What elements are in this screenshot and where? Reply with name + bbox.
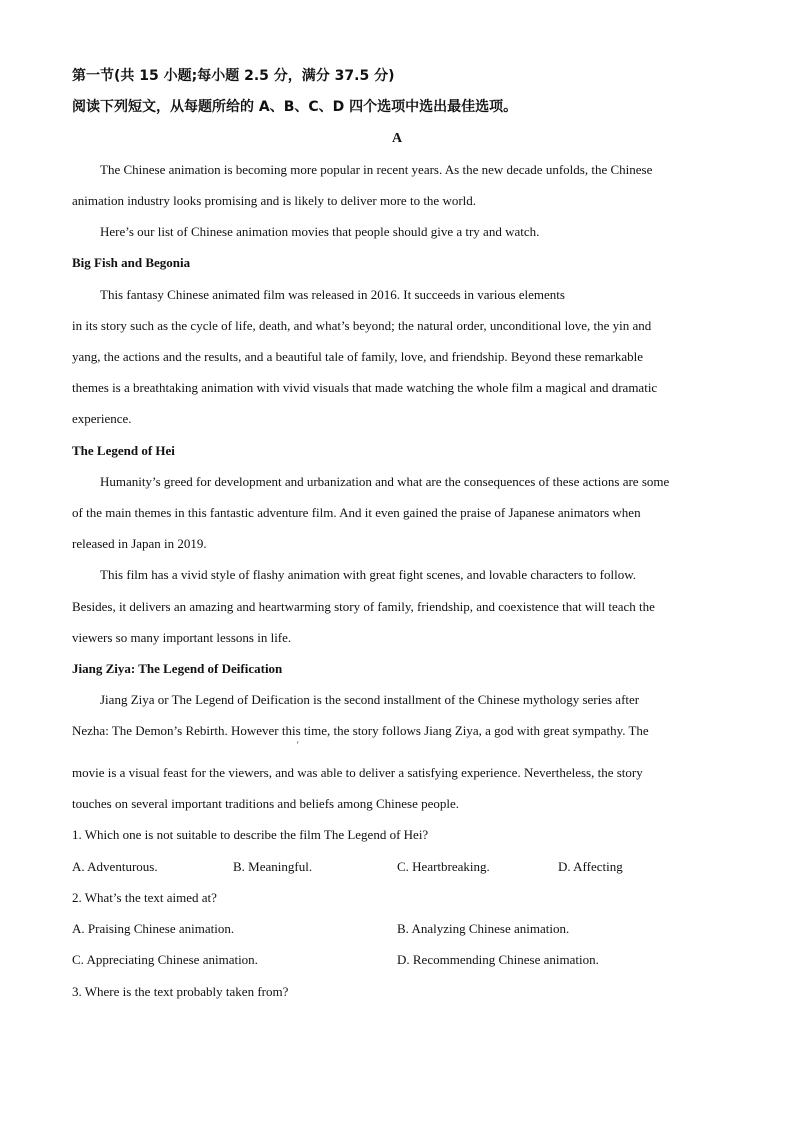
- film-title-legend-of-hei: The Legend of Hei: [72, 443, 175, 458]
- stray-comma-mark: ': [297, 740, 299, 750]
- question-3-stem: 3. Where is the text probably taken from?: [72, 984, 289, 999]
- intro-paragraph-1-line-2: animation industry looks promising and is likely to deliver more to the world.: [72, 193, 477, 208]
- film2-line-2: of the main themes in this fantastic adventure film. And it even gained the praise of Japanese animators when: [72, 505, 641, 520]
- film3-line-3: movie is a visual feast for the viewers, and was able to deliver a satisfying experience. Nevertheless, the story: [72, 765, 643, 780]
- intro-paragraph-1-line-1: The Chinese animation is becoming more popular in recent years. As the new decade unfolds, the Chinese: [100, 162, 653, 177]
- question-1-option-d: D. Affecting: [558, 859, 623, 874]
- film1-line-2: in its story such as the cycle of life, death, and what’s beyond; the natural order, unconditional love, the yin and: [72, 318, 652, 333]
- question-2-option-c: C. Appreciating Chinese animation.: [72, 952, 258, 967]
- question-1-option-a: A. Adventurous.: [72, 859, 158, 874]
- section-instruction: 阅读下列短文，从每题所给的 A、B、C、D 四个选项中选出最佳选项。: [72, 99, 518, 115]
- question-2-option-a: A. Praising Chinese animation.: [72, 921, 235, 936]
- film1-line-5: experience.: [72, 411, 132, 426]
- question-1-option-b: B. Meaningful.: [233, 859, 313, 874]
- film2-line-3: released in Japan in 2019.: [72, 536, 207, 551]
- question-2-stem: 2. What’s the text aimed at?: [72, 890, 217, 905]
- film3-line-2: Nezha: The Demon’s Rebirth. However this time, the story follows Jiang Ziya, a god with great sympathy. The: [72, 723, 649, 738]
- film3-line-4: touches on several important traditions and beliefs among Chinese people.: [72, 796, 460, 811]
- film1-line-4: themes is a breathtaking animation with vivid visuals that made watching the whole film a magical and dramatic: [72, 380, 658, 395]
- film3-line-1: Jiang Ziya or The Legend of Deification is the second installment of the Chinese mythology series after: [100, 692, 640, 707]
- passage-label: A: [391, 131, 403, 146]
- film1-line-1: This fantasy Chinese animated film was released in 2016. It succeeds in various elements: [100, 287, 565, 302]
- film2-line-1: Humanity’s greed for development and urbanization and what are the consequences of these actions are some: [100, 474, 670, 489]
- question-1-stem: 1. Which one is not suitable to describe the film The Legend of Hei?: [72, 827, 429, 842]
- film-title-jiang-ziya: Jiang Ziya: The Legend of Deification: [72, 661, 283, 676]
- film1-line-3: yang, the actions and the results, and a beautiful tale of family, love, and friendship. Beyond these remarkable: [72, 349, 643, 364]
- question-2-option-d: D. Recommending Chinese animation.: [397, 952, 599, 967]
- intro-paragraph-2: Here’s our list of Chinese animation movies that people should give a try and watch.: [100, 224, 540, 239]
- question-2-option-b: B. Analyzing Chinese animation.: [397, 921, 570, 936]
- film2-line-6: viewers so many important lessons in life.: [72, 630, 292, 645]
- film-title-big-fish: Big Fish and Begonia: [72, 255, 191, 270]
- question-1-option-c: C. Heartbreaking.: [397, 859, 490, 874]
- film2-line-5: Besides, it delivers an amazing and heartwarming story of family, friendship, and coexistence that will teach the: [72, 599, 655, 614]
- film2-line-4: This film has a vivid style of flashy animation with great fight scenes, and lovable characters to follow.: [100, 567, 636, 582]
- section-header: 第一节(共 15 小题;每小题 2.5 分，满分 37.5 分): [72, 68, 395, 84]
